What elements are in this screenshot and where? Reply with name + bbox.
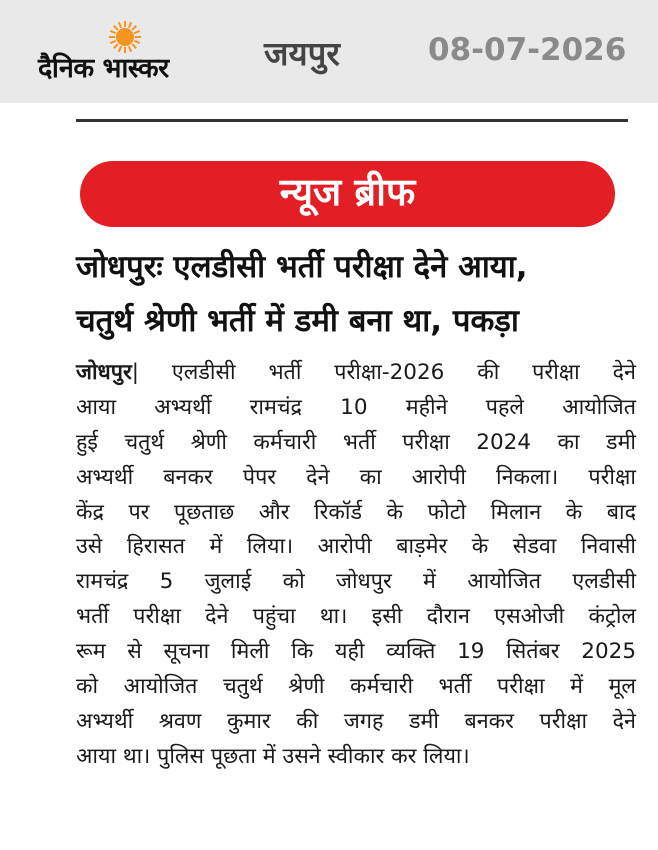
headline-line: जोधपुरः एलडीसी भर्ती परीक्षा देने आया, [76,249,528,285]
sun-ray [134,31,140,33]
body-last-line: आया था। पुलिस पूछता में उसने स्वीकार कर लिया। [76,743,470,769]
article-dateline: जोधपुर [76,360,132,385]
logo-wordmark: दैनिक भास्कर [38,53,169,84]
body-line: अभ्यर्थी श्रवण कुमार की जगह डमी बनकर परीक्षा देने [76,708,636,734]
section-divider [76,119,628,122]
body-first-line-text: एलडीसी भर्ती परीक्षा-2026 की परीक्षा देने [171,360,636,385]
body-line: केंद्र पर पूछताछ और रिकॉर्ड के फोटो मिलान के बाद [76,499,636,525]
body-line: उसे हिरासत में लिया। आरोपी बाड़मेर के सेडवा निवासी [76,534,636,560]
body-line: आया अभ्यर्थी रामचंद्र 10 महीने पहले आयोजित [76,394,636,420]
sun-ray [110,31,116,33]
sun-ray [114,26,118,30]
body-line: हुई चतुर्थ श्रेणी कर्मचारी भर्ती परीक्षा 2024 का डमी [76,429,636,455]
dateline-separator: | [131,360,139,385]
sun-ray [110,41,116,43]
article-headline [76,240,636,348]
news-brief-label: न्यूज ब्रीफ [279,170,416,214]
body-line: रामचंद्र 5 जुलाई को जोधपुर में आयोजित एलडीसी [76,569,636,595]
edition-date: 08-07-2026 [428,32,627,68]
sun-ray [119,22,121,28]
body-first-line [76,356,636,391]
body-line: अभ्यर्थी बनकर पेपर देने का आरोपी निकला। परीक्षा [76,464,636,490]
headline-line: चतुर्थ श्रेणी भर्ती में डमी बना था, पकड़ा [76,303,519,339]
sun-ray [134,41,140,43]
body-line: को आयोजित चतुर्थ श्रेणी कर्मचारी भर्ती परीक्षा में मूल [76,674,636,700]
newspaper-header [0,0,658,103]
article-body [76,356,636,775]
dainik-bhaskar-logo [38,20,218,90]
edition-city: जयपुर [264,34,340,73]
sun-ray [132,26,136,30]
sun-ray [129,22,131,28]
body-line: भर्ती परीक्षा देने पहुंचा था। इसी दौरान एसओजी कंट्रोल [76,604,636,630]
news-brief-banner [80,161,615,227]
body-line: रूम से सूचना मिली कि यही व्यक्ति 19 सितंबर 2025 [76,639,636,665]
